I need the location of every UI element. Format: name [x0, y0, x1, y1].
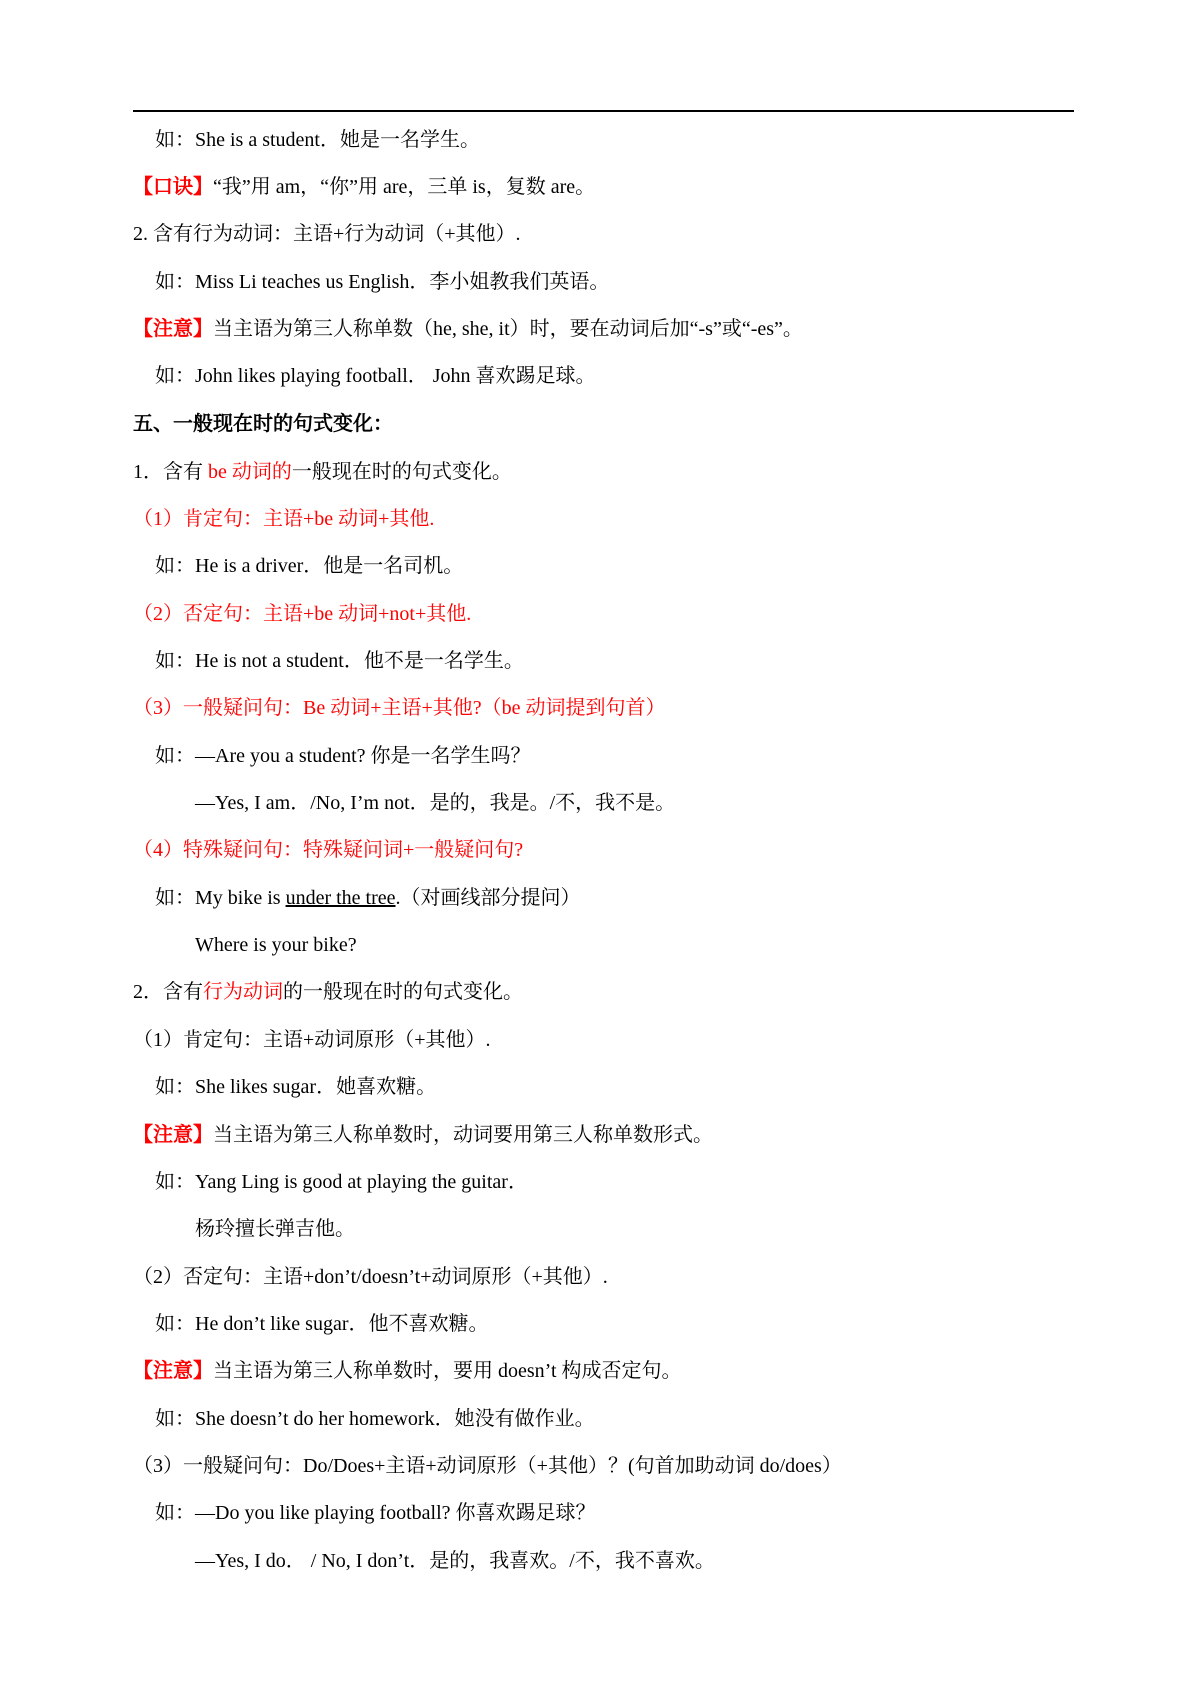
- example-line: 如：—Are you a student? 你是一名学生吗？: [155, 745, 531, 767]
- example-line: 如：—Do you like playing football? 你喜欢踢足球？: [155, 1502, 596, 1524]
- attention-text: 当主语为第三人称单数（he, she, it）时，要在动词后加“-s”或“-es”。: [213, 318, 803, 340]
- example-translation: 杨玲擅长弹吉他。: [195, 1218, 355, 1240]
- pattern-affirmative: （1）肯定句：主语+be 动词+其他.: [133, 508, 435, 530]
- attention-text: 当主语为第三人称单数时，动词要用第三人称单数形式。: [213, 1124, 713, 1146]
- example-line: 如：Yang Ling is good at playing the guitar．: [155, 1171, 528, 1193]
- example-line: 如：She is a student．她是一名学生。: [155, 129, 480, 151]
- attention-tag: 【注意】: [133, 1124, 213, 1146]
- example-line: [155, 886, 581, 910]
- pattern-negative: （2）否定句：主语+don’t/doesn’t+动词原形（+其他）.: [133, 1266, 608, 1288]
- example-answer: Where is your bike?: [195, 934, 357, 956]
- example-line: 如：John likes playing football． John 喜欢踢足球。: [155, 365, 596, 387]
- example-answer: —Yes, I am．/No, I’m not．是的，我是。/不，我不是。: [195, 792, 676, 814]
- pattern-question: （3）一般疑问句：Do/Does+主语+动词原形（+其他）？(句首加助动词 do/does）: [133, 1455, 842, 1477]
- example-line: 如：He don’t like sugar．他不喜欢糖。: [155, 1313, 489, 1335]
- example-line: 如：She doesn’t do her homework．她没有做作业。: [155, 1408, 595, 1430]
- heading-suffix: 的一般现在时的句式变化。: [283, 981, 523, 1003]
- pattern-wh-question: （4）特殊疑问句：特殊疑问词+一般疑问句?: [133, 839, 524, 861]
- attention-note: [133, 1123, 713, 1147]
- example-answer: —Yes, I do． / No, I don’t．是的，我喜欢。/不，我不喜欢。: [195, 1550, 715, 1572]
- attention-note: [133, 317, 803, 341]
- example-line: 如：Miss Li teaches us English．李小姐教我们英语。: [155, 271, 610, 293]
- underlined-phrase: under the tree: [285, 887, 396, 909]
- attention-tag: 【注意】: [133, 318, 213, 340]
- mnemonic-text: “我”用 am，“你”用 are，三单 is，复数 are。: [213, 176, 596, 198]
- mnemonic-note: [133, 175, 595, 199]
- pattern-negative: （2）否定句：主语+be 动词+not+其他.: [133, 603, 472, 625]
- example-line: 如：He is a driver．他是一名司机。: [155, 555, 464, 577]
- example-prefix: 如：My bike is: [155, 887, 286, 909]
- header-rule: [133, 110, 1074, 112]
- attention-note: [133, 1359, 682, 1383]
- subsection-heading: [133, 980, 523, 1004]
- heading-prefix: 2．含有: [133, 981, 203, 1003]
- heading-prefix: 1．含有: [133, 461, 208, 483]
- heading-suffix: 一般现在时的句式变化。: [291, 461, 512, 483]
- attention-tag: 【注意】: [133, 1360, 213, 1382]
- rule-heading: 2. 含有行为动词：主语+行为动词（+其他）.: [133, 223, 521, 245]
- subsection-heading: [133, 460, 512, 484]
- heading-highlight: be 动词的: [208, 461, 292, 483]
- pattern-question: （3）一般疑问句：Be 动词+主语+其他?（be 动词提到句首）: [133, 697, 666, 719]
- mnemonic-tag: 【口诀】: [133, 176, 213, 198]
- attention-text: 当主语为第三人称单数时，要用 doesn’t 构成否定句。: [213, 1360, 682, 1382]
- heading-highlight: 行为动词: [203, 981, 283, 1003]
- example-line: 如：She likes sugar．她喜欢糖。: [155, 1076, 437, 1098]
- section-heading: 五、一般现在时的句式变化：: [133, 413, 393, 435]
- pattern-affirmative: （1）肯定句：主语+动词原形（+其他）.: [133, 1029, 491, 1051]
- example-suffix: .（对画线部分提问）: [395, 887, 581, 909]
- example-line: 如：He is not a student．他不是一名学生。: [155, 650, 524, 672]
